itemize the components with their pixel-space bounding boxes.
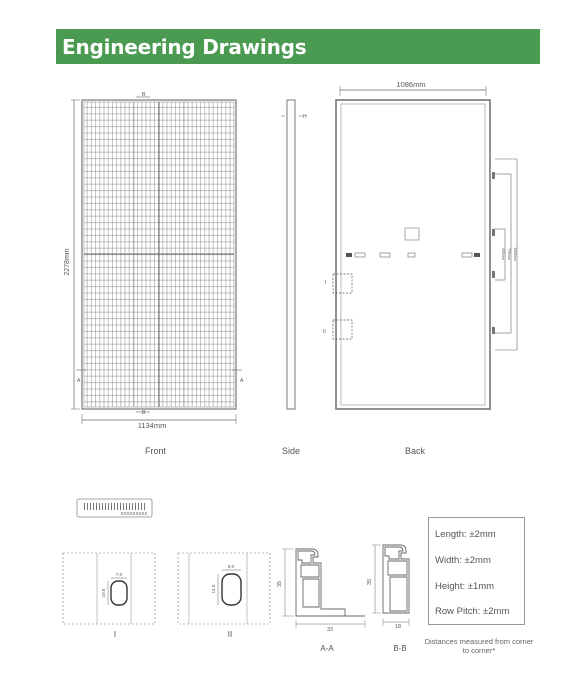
marker-ii: II bbox=[323, 329, 326, 335]
measurement-note: Distances measured from corner to corner* bbox=[424, 637, 534, 655]
mount-dimension-3: 1400mm bbox=[513, 247, 517, 261]
side-view bbox=[281, 100, 303, 409]
section-bb-width: 18 bbox=[394, 624, 402, 630]
section-bb-label: B-B bbox=[393, 644, 407, 653]
front-view-label: Front bbox=[145, 446, 167, 456]
section-aa-height: 35 bbox=[277, 580, 283, 588]
detail-i-label: I bbox=[113, 630, 117, 639]
detail-ii-drawing bbox=[178, 553, 270, 624]
detail-ii-width: 9.0 bbox=[227, 564, 235, 569]
section-aa-label: A-A bbox=[320, 644, 334, 653]
detail-i-drawing bbox=[63, 553, 155, 624]
spec-length: Length: ±2mm bbox=[435, 529, 496, 540]
back-view-label: Back bbox=[405, 446, 426, 456]
section-aa-drawing bbox=[282, 549, 365, 628]
section-bb-height: 35 bbox=[367, 578, 373, 586]
barcode-code: XXXXXXXXX bbox=[120, 511, 148, 516]
side-view-label: Side bbox=[282, 446, 301, 456]
detail-i-height: 10.0 bbox=[101, 588, 106, 598]
marker-a-left: A bbox=[77, 378, 81, 384]
back-width-label: 1086mm bbox=[396, 80, 426, 89]
detail-ii-height: 14.0 bbox=[211, 584, 216, 594]
back-view bbox=[333, 86, 517, 409]
section-title: Engineering Drawings bbox=[62, 35, 307, 59]
detail-i-width: 7.0 bbox=[115, 572, 123, 577]
mount-dimension-1: 400mm bbox=[501, 248, 505, 260]
marker-h: H bbox=[303, 114, 307, 120]
section-aa-width: 33 bbox=[326, 627, 334, 633]
height-dimension-label: 2278mm bbox=[64, 248, 71, 276]
section-bb-drawing bbox=[372, 545, 409, 626]
marker-b-top: B bbox=[142, 92, 146, 98]
tolerance-box bbox=[428, 517, 525, 625]
marker-i: I bbox=[325, 280, 327, 286]
front-width-label: 1134mm bbox=[137, 421, 167, 430]
spec-row-pitch: Row Pitch: ±2mm bbox=[435, 606, 510, 617]
marker-a-right: A bbox=[240, 378, 244, 384]
detail-ii-label: II bbox=[227, 630, 233, 639]
mount-dimension-2: 790mm bbox=[507, 248, 511, 260]
spec-width: Width: ±2mm bbox=[435, 555, 491, 566]
marker-b-bottom: B bbox=[142, 410, 146, 416]
spec-height: Height: ±1mm bbox=[435, 581, 495, 592]
front-view bbox=[71, 97, 242, 424]
